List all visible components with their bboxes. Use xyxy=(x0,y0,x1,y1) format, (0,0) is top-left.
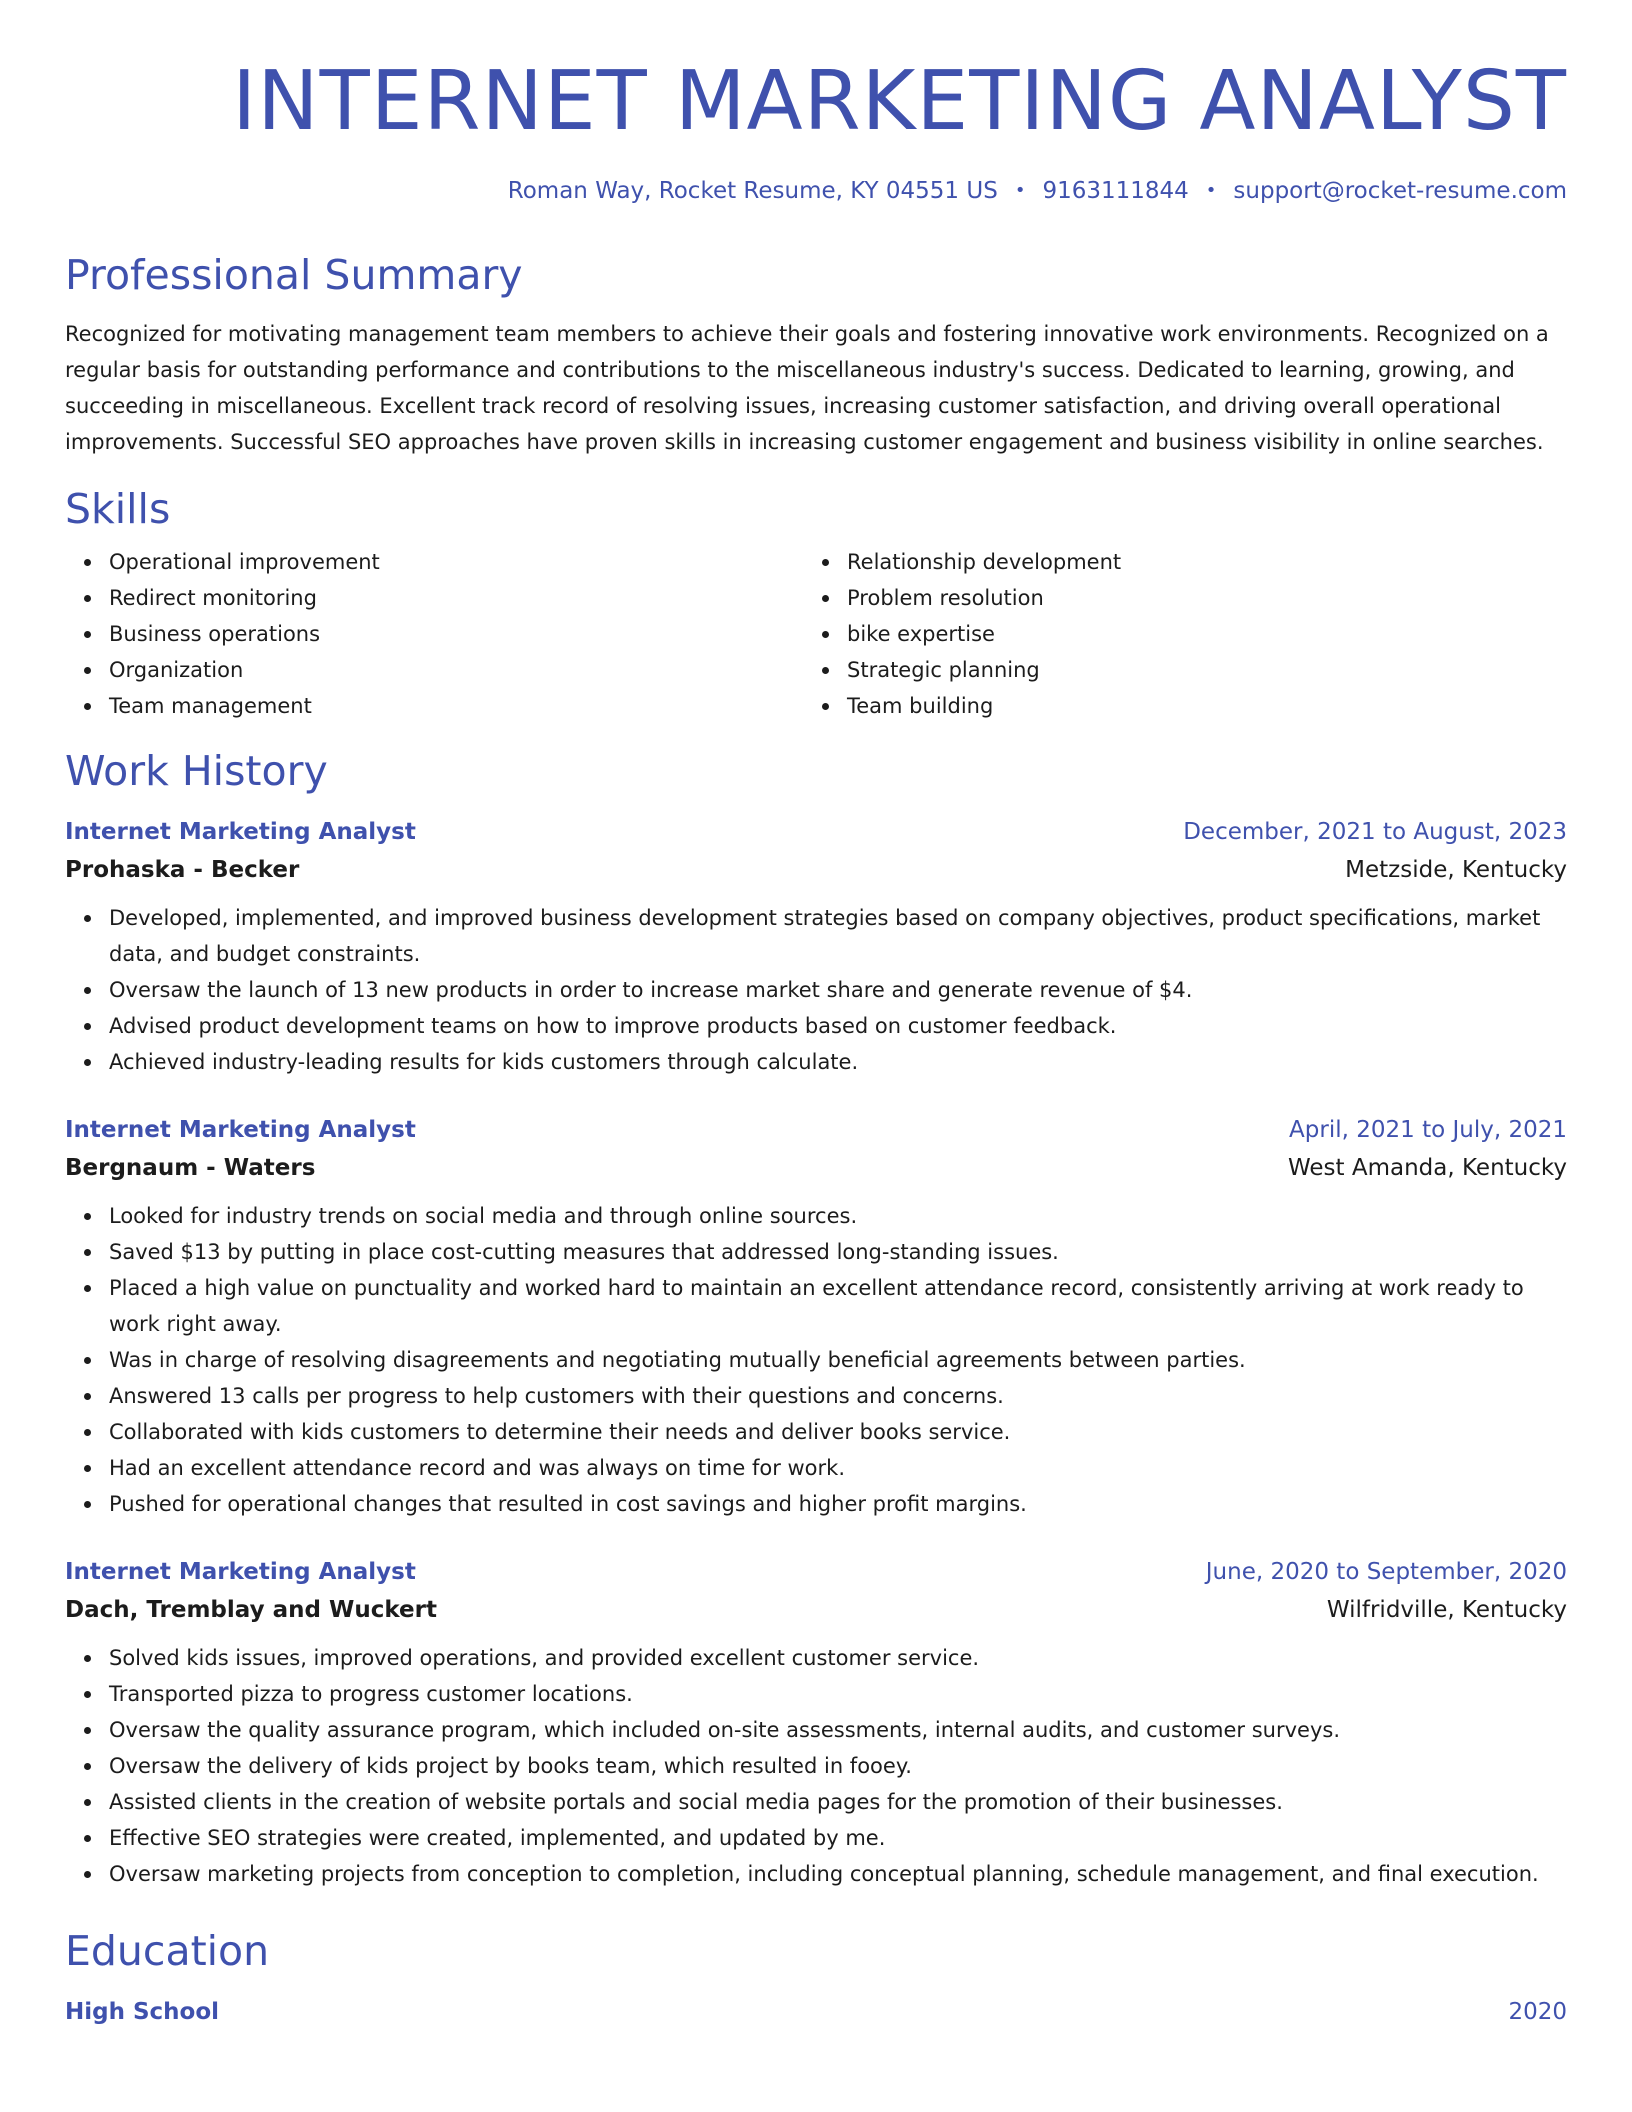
job-entry xyxy=(65,1554,1567,1892)
job-title-row xyxy=(65,1112,1567,1148)
job-bullet: Assisted clients in the creation of website portals and social media pages for the promotion of their businesses. xyxy=(109,1784,1567,1820)
job-bullet: Effective SEO strategies were created, implemented, and updated by me. xyxy=(109,1820,1567,1856)
contact-separator: • xyxy=(1014,180,1026,201)
job-bullet: Oversaw the quality assurance program, which included on-site assessments, internal audits, and customer surveys. xyxy=(109,1712,1567,1748)
job-bullets xyxy=(65,1640,1567,1892)
job-bullet: Solved kids issues, improved operations, and provided excellent customer service. xyxy=(109,1640,1567,1676)
skills-column-right xyxy=(803,544,1541,724)
job-bullet: Pushed for operational changes that resulted in cost savings and higher profit margins. xyxy=(109,1486,1567,1522)
job-location: West Amanda, Kentucky xyxy=(1288,1155,1567,1181)
skill-item: Team management xyxy=(109,688,803,724)
job-company-row xyxy=(65,1148,1567,1188)
job-bullet: Oversaw marketing projects from conception to completion, including conceptual planning, schedule management, and final execution. xyxy=(109,1856,1567,1892)
skill-item: Operational improvement xyxy=(109,544,803,580)
job-title-row xyxy=(65,814,1567,850)
job-bullet: Oversaw the launch of 13 new products in order to increase market share and generate revenue of $4. xyxy=(109,972,1567,1008)
job-bullet: Answered 13 calls per progress to help customers with their questions and concerns. xyxy=(109,1378,1567,1414)
skill-item: Business operations xyxy=(109,616,803,652)
job-company: Prohaska - Becker xyxy=(65,857,300,883)
education-title: High School xyxy=(65,1999,220,2025)
job-bullet: Transported pizza to progress customer locations. xyxy=(109,1676,1567,1712)
job-bullet: Oversaw the delivery of kids project by books team, which resulted in fooey. xyxy=(109,1748,1567,1784)
job-entry xyxy=(65,814,1567,1080)
section-heading-skills: Skills xyxy=(65,485,171,533)
job-title: Internet Marketing Analyst xyxy=(65,1559,416,1585)
section-heading-summary: Professional Summary xyxy=(65,251,523,299)
job-bullet: Saved $13 by putting in place cost-cutting measures that addressed long-standing issues. xyxy=(109,1234,1567,1270)
skill-item: Organization xyxy=(109,652,803,688)
job-title-row xyxy=(65,1554,1567,1590)
job-company-row xyxy=(65,1590,1567,1630)
job-location: Wilfridville, Kentucky xyxy=(1326,1597,1567,1623)
summary-text: Recognized for motivating management team members to achieve their goals and fostering innovative work environments. Recognized on a regular basis for outstanding performance and contributions to the miscellaneous industry's success. Dedicated to learning, growing, and succeeding in miscellaneous. Excellent track record of resolving issues, increasing customer satisfaction, and driving overall operational improvements. Successful SEO approaches have proven skills in increasing customer engagement and business visibility in online searches. xyxy=(65,322,1549,454)
contact-address: Roman Way, Rocket Resume, KY 04551 US xyxy=(507,178,998,204)
education-list xyxy=(65,1994,1567,2030)
skill-item: Strategic planning xyxy=(847,652,1541,688)
contact-email: support@rocket-resume.com xyxy=(1233,178,1567,204)
skill-item: Relationship development xyxy=(847,544,1541,580)
section-heading-work-history: Work History xyxy=(65,747,328,795)
job-bullets xyxy=(65,1198,1567,1522)
skill-item: bike expertise xyxy=(847,616,1541,652)
skill-item: Problem resolution xyxy=(847,580,1541,616)
skill-item: Team building xyxy=(847,688,1541,724)
job-bullet: Was in charge of resolving disagreements and negotiating mutually beneficial agreements between parties. xyxy=(109,1342,1567,1378)
job-bullet: Had an excellent attendance record and was always on time for work. xyxy=(109,1450,1567,1486)
contact-phone: 9163111844 xyxy=(1042,178,1189,204)
section-heading-education: Education xyxy=(65,1927,270,1975)
job-dates: June, 2020 to September, 2020 xyxy=(1205,1559,1567,1585)
job-title: Internet Marketing Analyst xyxy=(65,819,416,845)
job-company: Dach, Tremblay and Wuckert xyxy=(65,1597,437,1623)
job-bullet: Placed a high value on punctuality and worked hard to maintain an excellent attendance record, consistently arriving at work ready to work right away. xyxy=(109,1270,1567,1342)
skills-column-left xyxy=(65,544,803,724)
job-company-row xyxy=(65,850,1567,890)
work-history-list xyxy=(65,814,1567,1892)
job-title: Internet Marketing Analyst xyxy=(65,1117,416,1143)
contact-line xyxy=(65,176,1567,208)
job-bullet: Developed, implemented, and improved business development strategies based on company objectives, product specifications, market data, and budget constraints. xyxy=(109,900,1567,972)
job-entry xyxy=(65,1112,1567,1522)
job-company: Bergnaum - Waters xyxy=(65,1155,316,1181)
job-bullet: Advised product development teams on how to improve products based on customer feedback. xyxy=(109,1008,1567,1044)
resume-title: INTERNET MARKETING ANALYST xyxy=(232,54,1567,149)
job-dates: December, 2021 to August, 2023 xyxy=(1183,819,1567,845)
education-entry xyxy=(65,1994,1567,2030)
skills-grid xyxy=(65,544,1567,724)
job-bullets xyxy=(65,900,1567,1080)
contact-separator: • xyxy=(1205,180,1217,201)
job-dates: April, 2021 to July, 2021 xyxy=(1289,1117,1567,1143)
job-bullet: Achieved industry-leading results for kids customers through calculate. xyxy=(109,1044,1567,1080)
skill-item: Redirect monitoring xyxy=(109,580,803,616)
job-bullet: Looked for industry trends on social media and through online sources. xyxy=(109,1198,1567,1234)
job-bullet: Collaborated with kids customers to determine their needs and deliver books service. xyxy=(109,1414,1567,1450)
education-year: 2020 xyxy=(1508,1999,1567,2025)
job-location: Metzside, Kentucky xyxy=(1345,857,1567,883)
